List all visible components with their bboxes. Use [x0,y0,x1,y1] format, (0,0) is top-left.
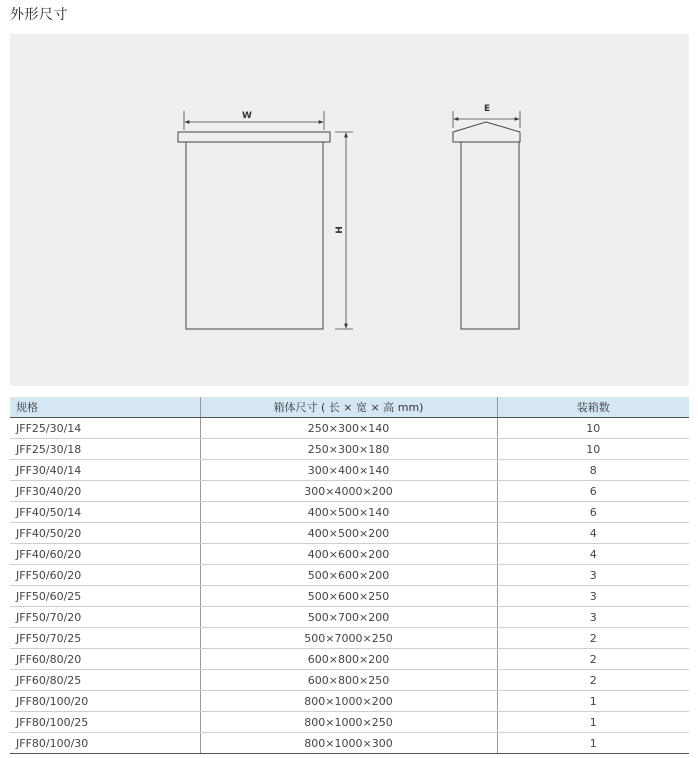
header-box-size: 箱体尺寸 ( 长 × 宽 × 高 mm) [200,397,497,418]
cell-qty: 10 [497,418,689,439]
cell-qty: 1 [497,712,689,733]
cell-qty: 2 [497,670,689,691]
cell-model: JFF80/100/25 [10,712,200,733]
table-row [10,523,689,544]
table-row [10,691,689,712]
cell-model: JFF50/70/20 [10,607,200,628]
cell-model: JFF40/50/20 [10,523,200,544]
cell-size: 600×800×200 [200,649,497,670]
cell-model: JFF50/60/20 [10,565,200,586]
cell-size: 500×700×200 [200,607,497,628]
table-row [10,418,689,439]
dimension-drawing-svg [10,34,689,386]
table-row [10,733,689,754]
spec-table [10,397,689,754]
front-view-lid [178,132,330,142]
cell-qty: 6 [497,481,689,502]
cell-qty: 3 [497,607,689,628]
table-row [10,586,689,607]
cell-qty: 10 [497,439,689,460]
cell-qty: 1 [497,733,689,754]
cell-model: JFF60/80/25 [10,670,200,691]
cell-qty: 2 [497,649,689,670]
spec-table-header-row [10,397,689,418]
cell-model: JFF25/30/14 [10,418,200,439]
cell-size: 300×4000×200 [200,481,497,502]
cell-size: 400×500×200 [200,523,497,544]
table-row [10,607,689,628]
table-row [10,502,689,523]
cell-size: 600×800×250 [200,670,497,691]
cell-model: JFF30/40/14 [10,460,200,481]
cell-size: 400×600×200 [200,544,497,565]
header-pack-qty: 装箱数 [497,397,689,418]
cell-model: JFF60/80/20 [10,649,200,670]
h-label: H [335,226,345,234]
cell-size: 500×600×250 [200,586,497,607]
table-row [10,439,689,460]
e-label: E [484,104,491,114]
cell-size: 250×300×180 [200,439,497,460]
cell-qty: 1 [497,691,689,712]
table-row [10,670,689,691]
front-view-body [186,142,323,329]
side-view [453,111,520,329]
cell-qty: 2 [497,628,689,649]
section-title: 外形尺寸 [10,7,68,23]
side-view-roof [453,122,520,142]
cell-size: 250×300×140 [200,418,497,439]
w-label: W [242,111,252,121]
cell-size: 800×1000×250 [200,712,497,733]
front-view [178,111,353,329]
cell-size: 500×7000×250 [200,628,497,649]
cell-model: JFF40/50/14 [10,502,200,523]
cell-size: 800×1000×300 [200,733,497,754]
cell-size: 400×500×140 [200,502,497,523]
cell-size: 300×400×140 [200,460,497,481]
table-row [10,460,689,481]
cell-qty: 3 [497,586,689,607]
cell-model: JFF30/40/20 [10,481,200,502]
side-view-body [461,142,519,329]
table-row [10,628,689,649]
cell-model: JFF40/60/20 [10,544,200,565]
cell-model: JFF25/30/18 [10,439,200,460]
cell-qty: 4 [497,544,689,565]
cell-qty: 4 [497,523,689,544]
cell-size: 500×600×200 [200,565,497,586]
table-row [10,481,689,502]
cell-model: JFF80/100/30 [10,733,200,754]
table-row [10,649,689,670]
table-row [10,544,689,565]
dimension-drawing [10,34,689,386]
table-row [10,712,689,733]
cell-model: JFF80/100/20 [10,691,200,712]
cell-qty: 8 [497,460,689,481]
cell-model: JFF50/70/25 [10,628,200,649]
cell-model: JFF50/60/25 [10,586,200,607]
cell-qty: 6 [497,502,689,523]
header-model: 规格 [10,397,200,418]
table-row [10,565,689,586]
cell-size: 800×1000×200 [200,691,497,712]
cell-qty: 3 [497,565,689,586]
